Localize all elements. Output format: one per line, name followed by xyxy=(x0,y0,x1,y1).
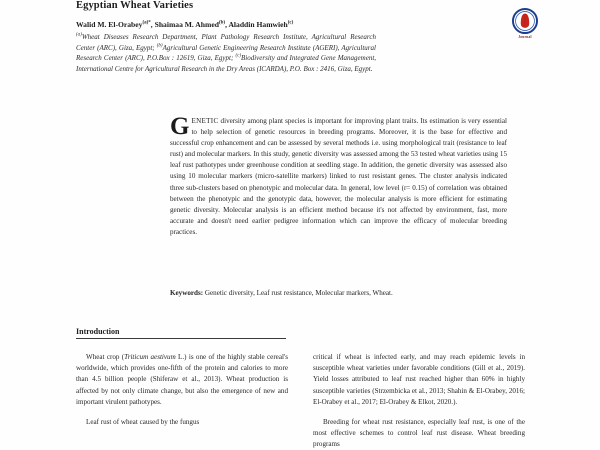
keywords-label: Keywords: xyxy=(170,289,204,297)
paragraph: critical if wheat is infected early, and may reach epidemic levels in susceptible wheat varieties under favorable conditions (Gill et al., 2019). Yield losses attributed to leaf rust reached higher than 60% in highly susceptible varieties (Strzembicka et al., 2013; Shahin & El-Orabey, 2016; El-Orabey et al., 2017; El-Orabey & Elkot, 2020.). xyxy=(313,353,525,406)
section-heading-introduction: Introduction xyxy=(76,327,286,339)
keywords-line xyxy=(170,288,507,298)
abstract-lead-word: ENETIC xyxy=(191,117,219,125)
paragraph: Breeding for wheat rust resistance, especially leaf rust, is one of the most effective schemes to control leaf rust disease. Wheat breeding programs xyxy=(313,418,525,449)
page-title: Egyptian Wheat Varieties xyxy=(76,0,194,11)
paragraph: Wheat crop (Triticum aestivum L.) is one of the highly stable cereal's worldwide, which provides one-fifth of the protein and calories to more than 4.5 billion people (Shiferaw et al., 2013). Wheat production is affected by not only climate change, but also the emergence of new and important virulent pathotypes. xyxy=(76,353,288,406)
author-list: Walid M. El-Orabey$^{(a)*}$, Shaimaa M. Ahmed$^{(b)}$, Aladdin Hamwieh$^{(c)}$ xyxy=(76,20,294,29)
affiliation-list: $^{(a)}$Wheat Diseases Research Department, Plant Pathology Research Institute, Agricultural Research Center (ARC), Giza, Egypt; $^{(b)}$Agricultural Genetic Engineering Research Institute (AGERI), Agricultural Research Center (ARC), P.O.Box : 12619, Giza, Egypt; $^{(c)}$Biodiversity and Integrated Gene Management, International Centre for Agricultural Research in the Dry Areas (ICARDA), P.O. Box : 2416, Giza, Egypt. xyxy=(76,32,377,73)
abstract-dropcap: G xyxy=(170,113,190,140)
journal-emblem-icon xyxy=(512,8,538,34)
keywords-value: Genetic diversity, Leaf rust resistance, Molecular markers, Wheat. xyxy=(203,289,393,297)
column-right xyxy=(313,352,525,450)
abstract-text xyxy=(170,113,507,238)
body-columns xyxy=(76,352,525,450)
title-block xyxy=(76,0,376,74)
paragraph: Leaf rust of wheat caused by the fungus xyxy=(86,418,200,427)
column-left xyxy=(76,352,288,450)
journal-logo xyxy=(508,8,542,40)
journal-logo-caption: Journal xyxy=(518,35,532,39)
abstract-body: diversity among plant species is important for improving plant traits. Its estimation is very essential to help selection of genetic resources in breeding programs. Moreover, it is the base for effective and successful crop enhancement and can be assessed by several methods i.e. using morphological trait (resistance to leaf rust) and molecular markers. In this study, genetic diversity was assessed among the 53 tested wheat varieties using 15 leaf rust pathotypes under greenhouse condition at seedling stage. In addition, the genetic diversity was assessed also using 10 molecular markers (micro-satellite markers) linked to rust resistant genes. The cluster analysis indicated three sub-clusters based on phenotypic and molecular data. In general, low level (r= 0.15) of correlation was obtained between the phenotypic and the genotypic data, however, the molecular analysis is more efficient for estimating genetic diversity. Molecular analysis is an efficient method because it's not affected by environment, fast, more accurate and doesn't need earlier pedigree information which can improve the efficacy of molecular breeding practices. xyxy=(170,117,507,236)
